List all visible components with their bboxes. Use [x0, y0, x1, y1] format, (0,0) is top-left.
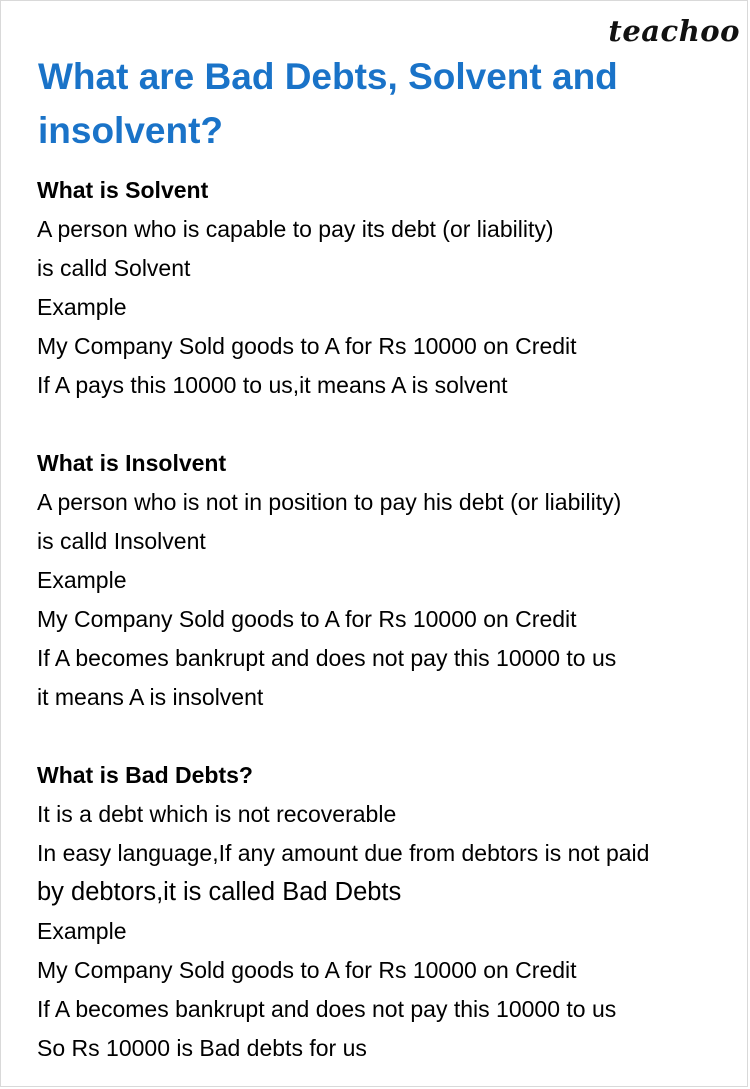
paragraph-line: Example	[37, 294, 127, 320]
paragraph-line: It is a debt which is not recoverable	[37, 801, 397, 827]
paragraph-line: Example	[37, 567, 127, 593]
paragraph-line: A person who is capable to pay its debt (or liability)	[37, 216, 554, 242]
paragraph-line: If A pays this 10000 to us,it means A is solvent	[37, 372, 508, 398]
section-bad-debts	[37, 756, 737, 1068]
paragraph-line: If A becomes bankrupt and does not pay this 10000 to us	[37, 996, 617, 1022]
paragraph-line: My Company Sold goods to A for Rs 10000 on Credit	[37, 333, 577, 359]
paragraph-line: is calld Solvent	[37, 255, 191, 281]
paragraph-line: So Rs 10000 is Bad debts for us	[37, 1035, 367, 1061]
section-insolvent	[37, 444, 737, 717]
paragraph-line: it means A is insolvent	[37, 684, 264, 710]
paragraph-line: is calld Insolvent	[37, 528, 206, 554]
section-heading: What is Solvent	[37, 177, 209, 203]
paragraph-line: In easy language,If any amount due from debtors is not paid	[37, 840, 650, 866]
paragraph-line: Example	[37, 918, 127, 944]
paragraph-line: by debtors,it is called Bad Debts	[37, 878, 402, 906]
paragraph-line: My Company Sold goods to A for Rs 10000 on Credit	[37, 957, 577, 983]
document-body	[37, 171, 737, 1068]
section-heading: What is Bad Debts?	[37, 762, 253, 788]
section-solvent	[37, 171, 737, 405]
page-title: What are Bad Debts, Solvent and insolvent?	[38, 56, 618, 151]
paragraph-line: A person who is not in position to pay his debt (or liability)	[37, 489, 622, 515]
paragraph-line: My Company Sold goods to A for Rs 10000 on Credit	[37, 606, 577, 632]
section-heading: What is Insolvent	[37, 450, 227, 476]
teachoo-logo: teachoo	[608, 14, 740, 48]
paragraph-line: If A becomes bankrupt and does not pay this 10000 to us	[37, 645, 617, 671]
